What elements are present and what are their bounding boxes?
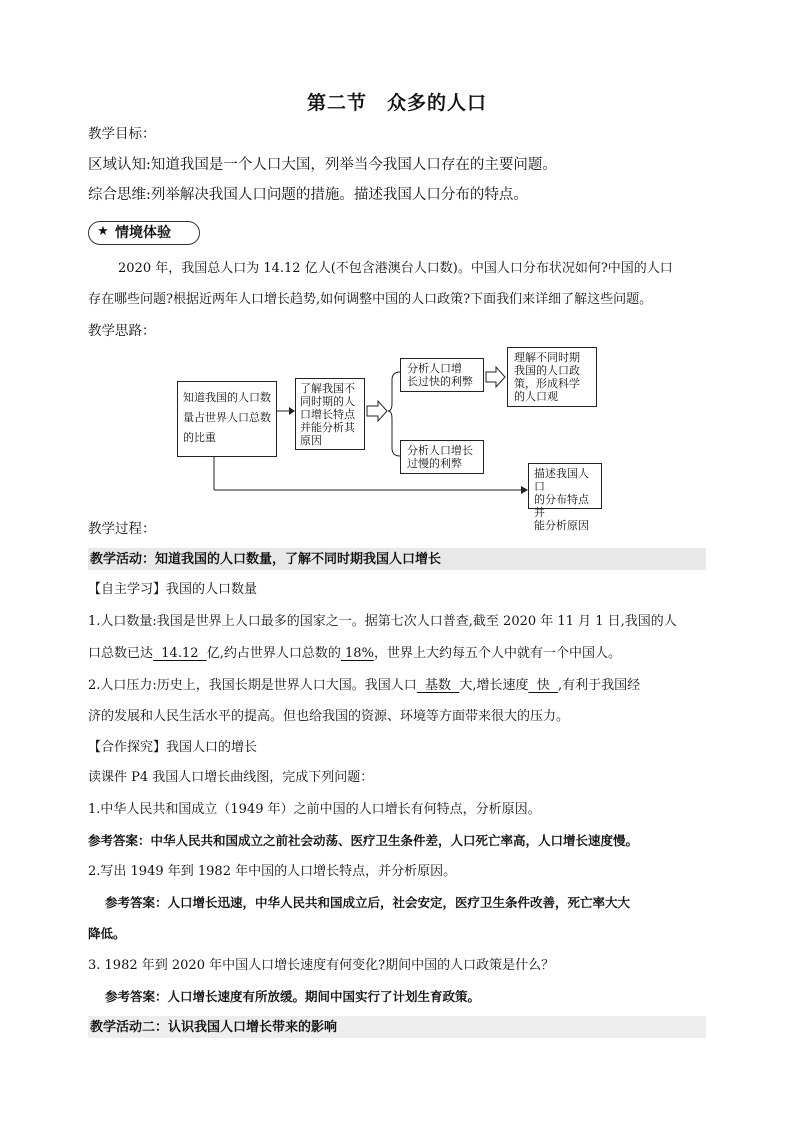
flow-box-growth-features — [295, 378, 365, 450]
self-study-text: 【自主学习】我国的人口数量 — [88, 582, 258, 597]
flow-box-text: 口增长特点 — [300, 408, 355, 421]
flow-box-text: 我国的人口政 — [514, 364, 580, 377]
flow-box-text: 能分析原因 — [534, 519, 589, 532]
page-title: 第二节 众多的人口 — [306, 92, 487, 114]
answer-2-line-1: 参考答案：人口增长迅速，中华人民共和国成立后，社会安定，医疗卫生条件改善，死亡率大大 — [105, 895, 631, 910]
flow-box-fast-growth — [400, 358, 484, 392]
activity-2-band — [88, 1016, 706, 1038]
answer-1: 参考答案：中华人民共和国成立之前社会动荡、医疗卫生条件差，人口死亡率高，人口增长速度慢。 — [88, 833, 639, 848]
goal-1: 区域认知:知道我国是一个人口大国，列举当今我国人口存在的主要问题。 — [88, 157, 557, 173]
read-instruction: 读课件 P4 我国人口增长曲线图，完成下列问题： — [88, 770, 374, 785]
coop-heading: 【合作探究】我国人口的增长 — [88, 740, 258, 755]
activity-1-heading: 教学活动：知道我国的人口数量，了解不同时期我国人口增长 — [90, 552, 442, 567]
flow-box-text: 分析人口增 — [407, 362, 462, 375]
flow-box-text: 同时期的人 — [300, 395, 355, 408]
flow-box-text: 的比重 — [183, 431, 216, 444]
flow-box-text: 过慢的利弊 — [407, 457, 462, 470]
question-3: 3. 1982 年到 2020 年中国人口增长速度有何变化?期间中国的人口政策是什么？ — [88, 958, 555, 973]
para-2-line-2: 济的发展和人民生活水平的提高。但也给我国的资源、环境等方面带来很大的压力。 — [88, 709, 570, 724]
process-label: 教学过程： — [88, 521, 156, 537]
question-2: 2.写出 1949 年到 1982 年中国的人口增长特点，并分析原因。 — [88, 864, 457, 879]
self-study-heading — [88, 580, 257, 600]
flow-box-text: 描述我国人口 — [534, 467, 589, 493]
para-text: 大,增长速度 — [459, 678, 529, 693]
flow-box-text: 长过快的利弊 — [407, 375, 473, 388]
answer-3: 参考答案：人口增长速度有所放缓。期间中国实行了计划生育政策。 — [105, 989, 481, 1004]
flow-box-text: 原因 — [300, 434, 322, 447]
intro-line-2: 存在哪些问题?根据近两年人口增长趋势,如何调整中国的人口政策?下面我们来详细了解这些问题。 — [88, 292, 653, 307]
activity-1-band — [88, 548, 706, 570]
answer-blank: 14.12 — [153, 646, 207, 661]
answer-blank: 18% — [340, 646, 374, 661]
flow-box-population-policy — [507, 347, 597, 407]
flow-box-text: 了解我国不 — [300, 382, 355, 395]
flow-box-text: 分析人口增长 — [407, 444, 473, 457]
goal-2: 综合思维:列举解决我国人口问题的措施。描述我国人口分布的特点。 — [88, 187, 528, 203]
answer-blank: 基数 — [416, 678, 460, 693]
para-text: ,有利于我国经 — [558, 678, 641, 693]
flow-box-population-share — [177, 381, 277, 457]
goals-label: 教学目标： — [88, 126, 156, 142]
answer-2-line-2: 降低。 — [88, 926, 126, 941]
para-text: 亿,约占世界人口总数的 — [206, 646, 341, 661]
intro-line-1: 2020 年，我国总人口为 14.12 亿人(不包含港澳台人口数)。中国人口分布状况如何?中国的人口 — [118, 261, 673, 276]
flow-box-text: 理解不同时期 — [514, 351, 580, 364]
para-text: 2.人口压力:历史上，我国长期是世界人口大国。我国人口 — [88, 678, 417, 693]
activity-2-heading: 教学活动二：认识我国人口增长带来的影响 — [90, 1020, 338, 1035]
flow-box-text: 并能分析其 — [300, 421, 355, 434]
para-text: 口总数已达 — [88, 646, 154, 661]
flow-box-slow-growth — [400, 440, 484, 474]
flow-box-text: 的人口观 — [514, 390, 558, 403]
experience-icon: ★ — [97, 224, 109, 239]
para-1-line-1: 1.人口数量:我国是世界上人口最多的国家之一。据第七次人口普查,截至 2020 年 11 月 1 日,我国的人 — [88, 614, 677, 629]
answer-blank: 快 — [528, 678, 558, 693]
badge-label: 情境体验 — [115, 225, 171, 241]
question-1: 1.中华人民共和国成立（1949 年）之前中国的人口增长有何特点，分析原因。 — [88, 802, 541, 817]
thinking-label: 教学思路： — [88, 323, 156, 339]
flow-box-distribution — [528, 463, 602, 532]
flow-box-text: 的分布特点并 — [534, 493, 589, 519]
flow-box-text: 量占世界人口总数 — [183, 411, 271, 424]
para-1-line-2 — [88, 644, 621, 664]
para-2-line-1 — [88, 676, 640, 696]
para-text: ，世界上大约每五个人中就有一个中国人。 — [373, 646, 621, 661]
flow-box-text: 策，形成科学 — [514, 377, 580, 390]
flow-box-text: 知道我国的人口数 — [183, 391, 271, 404]
